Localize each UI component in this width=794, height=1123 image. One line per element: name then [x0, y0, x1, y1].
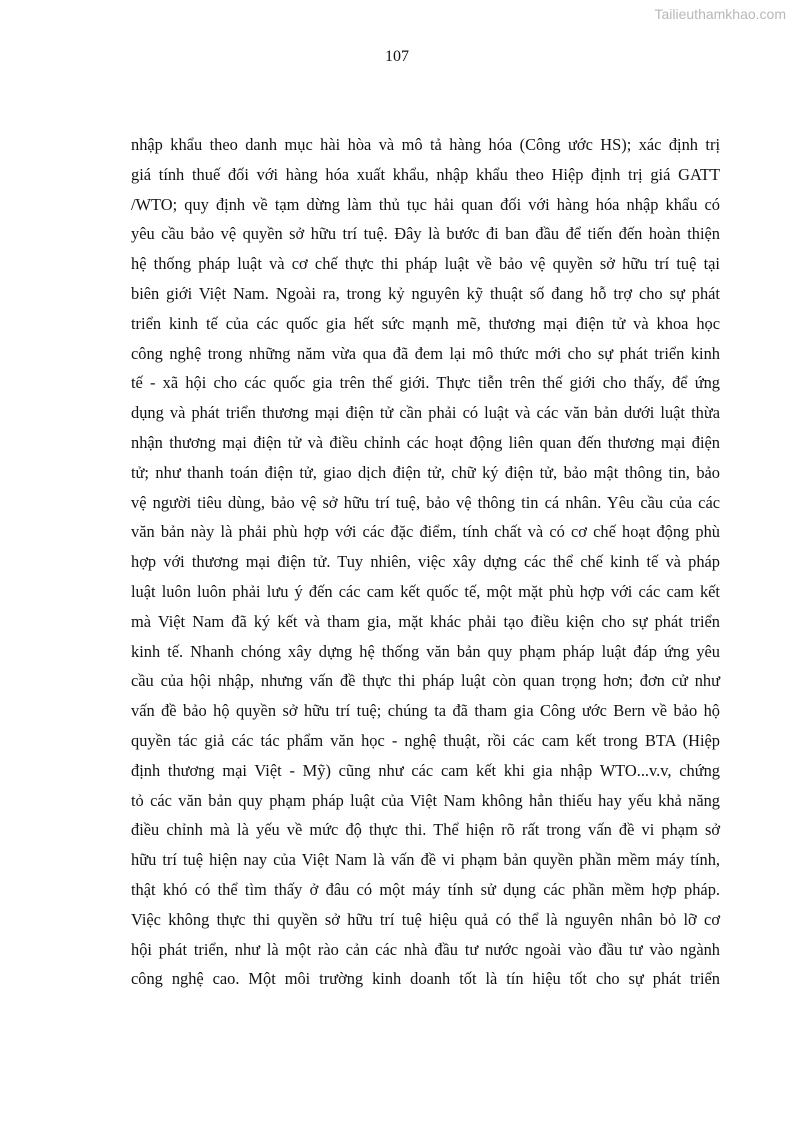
text-line-content: nhận thương mại điện tử và điều chỉnh các hoạt động liên quan đến thương mại điện: [131, 432, 720, 452]
text-line: [131, 666, 720, 696]
text-line: [131, 935, 720, 965]
text-line: [131, 577, 720, 607]
text-line-content: hữu trí tuệ hiện nay của Việt Nam là vấn đề vi phạm bản quyền phần mềm máy tính,: [131, 850, 720, 870]
text-line-content: nhập khẩu theo danh mục hài hòa và mô tả hàng hóa (Công ước HS); xác định trị: [131, 135, 720, 154]
text-line: [131, 339, 720, 369]
text-line: [131, 517, 720, 547]
text-line-content: quyền tác giả các tác phẩm văn học - nghệ thuật, rồi các cam kết trong BTA (Hiệp: [131, 730, 720, 750]
text-line: [131, 786, 720, 816]
text-line-content: vấn đề bảo hộ quyền sở hữu trí tuệ; chúng ta đã tham gia Công ước Bern về bảo hộ: [131, 701, 720, 721]
text-line: [131, 845, 720, 875]
text-line: [131, 428, 720, 458]
text-line-content: điều chỉnh mà là yếu về mức độ thực thi. Thể hiện rõ rất trong vấn đề vi phạm sở: [131, 820, 720, 840]
text-line-content: tỏ các văn bản quy phạm pháp luật của Việt Nam không hẳn thiếu hay yếu khả năng: [131, 790, 720, 810]
text-line-content: Việc không thực thi quyền sở hữu trí tuệ hiệu quả có thể là nguyên nhân bỏ lỡ cơ: [131, 909, 720, 929]
text-line: [131, 279, 720, 309]
text-line-content: dụng và phát triển thương mại điện tử cần phải có luật và các văn bản dưới luật thừa: [131, 403, 720, 423]
text-line-content: kinh tế. Nhanh chóng xây dựng hệ thống văn bản quy phạm pháp luật đáp ứng yêu: [131, 641, 720, 661]
text-line-content: công nghệ cao. Một môi trường kinh doanh tốt là tín hiệu tốt cho sự phát triển: [131, 969, 720, 989]
text-line-content: giá tính thuế đối với hàng hóa xuất khẩu, nhập khẩu theo Hiệp định trị giá GATT: [131, 164, 720, 184]
text-line-content: công nghệ trong những năm vừa qua đã đem lại mô thức mới cho sự phát triển kinh: [131, 343, 720, 363]
text-line: [131, 607, 720, 637]
watermark: Tailieuthamkhao.com: [654, 6, 786, 22]
text-line-content: thật khó có thể tìm thấy ở đâu có một máy tính sử dụng các phần mềm hợp pháp.: [131, 879, 720, 899]
text-line: [131, 815, 720, 845]
text-line: [131, 637, 720, 667]
text-line-content: biên giới Việt Nam. Ngoài ra, trong kỷ nguyên kỹ thuật số đang hỗ trợ cho sự phát: [131, 283, 720, 303]
body-text: [131, 130, 720, 994]
text-line: [131, 875, 720, 905]
text-line: [131, 219, 720, 249]
page-number: 107: [385, 48, 409, 65]
text-line: [131, 398, 720, 428]
text-line-content: /WTO; quy định về tạm dừng làm thủ tục hải quan đối với hàng hóa nhập khẩu có: [131, 194, 720, 214]
text-line: [131, 190, 720, 220]
text-line-content: triển kinh tế của các quốc gia hết sức mạnh mẽ, thương mại điện tử và khoa học: [131, 313, 720, 333]
text-line-content: hội phát triển, như là một rào cản các nhà đầu tư nước ngoài vào đầu tư vào ngành: [131, 939, 720, 959]
text-line: [131, 756, 720, 786]
text-line-content: cầu của hội nhập, nhưng vấn đề thực thi pháp luật còn quan trọng hơn; đơn cử như: [131, 671, 720, 691]
text-line: [131, 726, 720, 756]
text-line-content: yêu cầu bảo vệ quyền sở hữu trí tuệ. Đây là bước đi ban đầu để tiến đến hoàn thiện: [131, 224, 720, 244]
text-line: [131, 249, 720, 279]
text-line: [131, 905, 720, 935]
text-line-content: văn bản này là phải phù hợp với các đặc điểm, tính chất và có cơ chế hoạt động phù: [131, 522, 720, 542]
text-line-content: hệ thống pháp luật và cơ chế thực thi pháp luật về bảo vệ quyền sở hữu trí tuệ tại: [131, 254, 720, 274]
text-line-content: tế - xã hội cho các quốc gia trên thế giới. Thực tiễn trên thế giới cho thấy, để ứng: [131, 373, 720, 393]
text-line: [131, 130, 720, 160]
text-line-content: hợp với thương mại điện tử. Tuy nhiên, việc xây dựng các thể chế kinh tế và pháp: [131, 552, 720, 572]
text-line-content: vệ người tiêu dùng, bảo vệ sở hữu trí tuệ, bảo vệ thông tin cá nhân. Yêu cầu của các: [131, 492, 720, 512]
text-line: [131, 488, 720, 518]
text-line: [131, 160, 720, 190]
text-line: [131, 696, 720, 726]
text-line-content: luật luôn luôn phải lưu ý đến các cam kết quốc tế, một mặt phù hợp với các cam kết: [131, 581, 720, 601]
text-line: [131, 964, 720, 994]
text-line: [131, 547, 720, 577]
text-line: [131, 309, 720, 339]
text-line-content: định thương mại Việt - Mỹ) cũng như các cam kết khi gia nhập WTO...v.v, chứng: [131, 760, 720, 780]
text-line: [131, 458, 720, 488]
text-line-content: mà Việt Nam đã ký kết và tham gia, mặt khác phải tạo điều kiện cho sự phát triển: [131, 611, 720, 631]
text-line-content: tử; như thanh toán điện tử, giao dịch điện tử, chữ ký điện tử, bảo mật thông tin, bảo: [131, 462, 720, 482]
text-line: [131, 368, 720, 398]
